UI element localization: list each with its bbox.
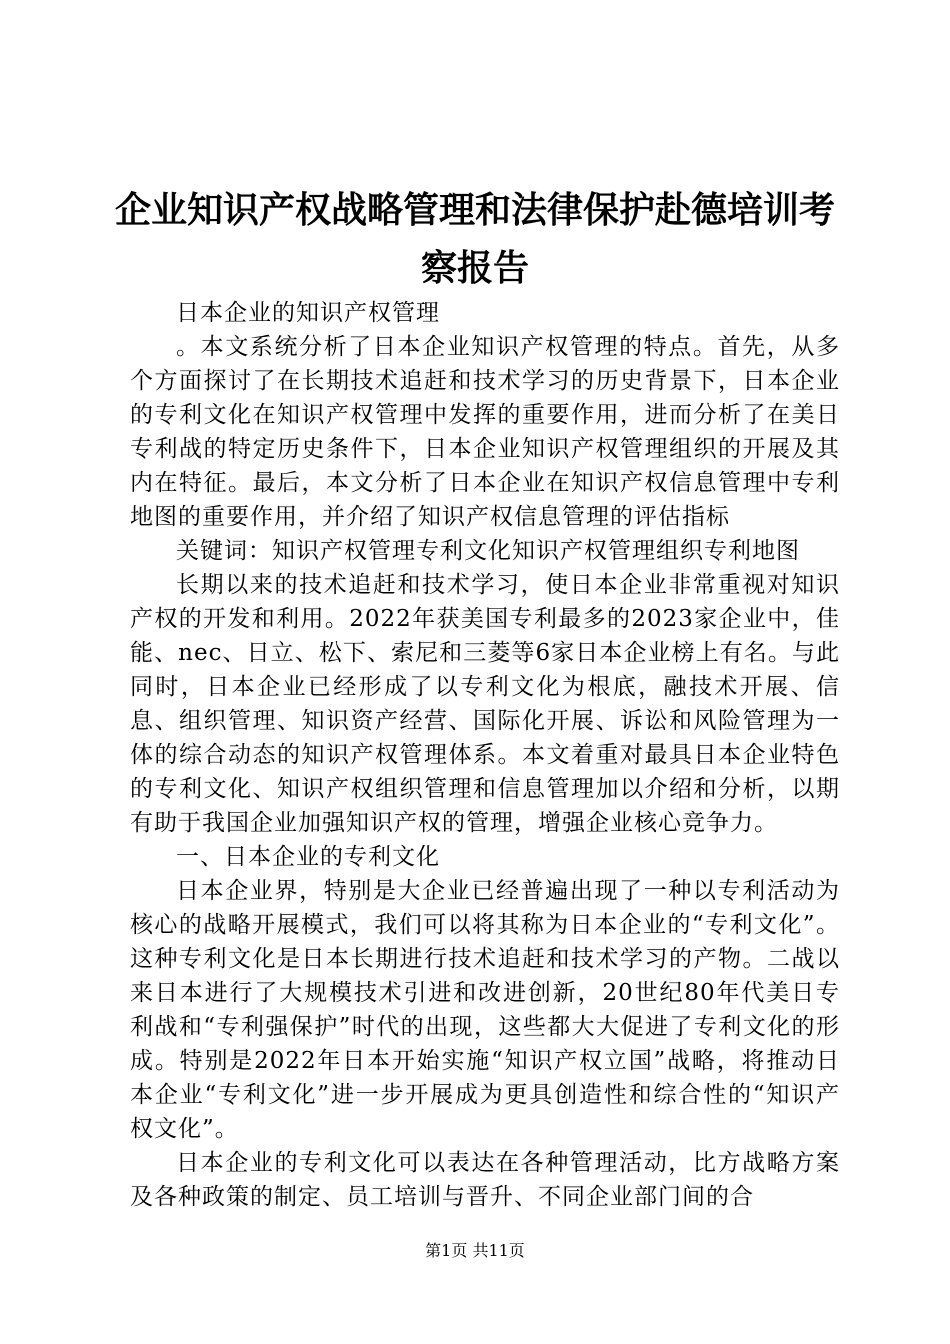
abstract-paragraph: 。本文系统分析了日本企业知识产权管理的特点。首先，从多个方面探讨了在长期技术追赶和技术学习的历史背景下，日本企业的专利文化在知识产权管理中发挥的重要作用，进而分析了在美日专利战的特定历史条件下，日本企业知识产权管理组织的开展及其内在特征。最后，本文分析了日本企业在知识产权信息管理中专利地图的重要作用，并介绍了知识产权信息管理的评估指标: [130, 334, 840, 530]
section-heading-japan-ip-management: 日本企业的知识产权管理: [176, 300, 440, 326]
intro-paragraph: 长期以来的技术追赶和技术学习，使日本企业非常重视对知识产权的开发和利用。2022年获美国专利最多的2023家企业中，佳能、nec、日立、松下、索尼和三菱等6家日本企业榜上有名。与此同时，日本企业已经形成了以专利文化为根底，融技术开展、信息、组织管理、知识资产经营、国际化开展、诉讼和风险管理为一体的综合动态的知识产权管理体系。本文着重对最具日本企业特色的专利文化、知识产权组织管理和信息管理加以介绍和分析，以期有助于我国企业加强知识产权的管理，增强企业核心竞争力。: [130, 572, 840, 836]
document-title-line-2: 察报告: [420, 247, 529, 289]
page-number-footer: 第1页 共11页: [425, 1241, 525, 1260]
section-heading-patent-culture: 一、日本企业的专利文化: [176, 844, 440, 870]
document-title-line-1: 企业知识产权战略管理和法律保护赴德培训考: [114, 189, 835, 231]
patent-culture-paragraph: 日本企业界，特别是大企业已经普遍出现了一种以专利活动为核心的战略开展模式，我们可以将其称为日本企业的“专利文化”。这种专利文化是日本长期进行技术追赶和技术学习的产物。二战以来日本进行了大规模技术引进和改进创新，20世纪80年代美日专利战和“专利强保护”时代的出现，这些都大大促进了专利文化的形成。特别是2022年日本开始实施“知识产权立国”战略，将推动日本企业“专利文化”进一步开展成为更具创造性和综合性的“知识产权文化”。: [130, 878, 840, 1142]
keywords-paragraph: 关键词：知识产权管理专利文化知识产权管理组织专利地图: [176, 538, 800, 564]
patent-culture-activities-paragraph: 日本企业的专利文化可以表达在各种管理活动，比方战略方案及各种政策的制定、员工培训与晋升、不同企业部门间的合: [130, 1150, 840, 1210]
document-body: [130, 296, 840, 1214]
